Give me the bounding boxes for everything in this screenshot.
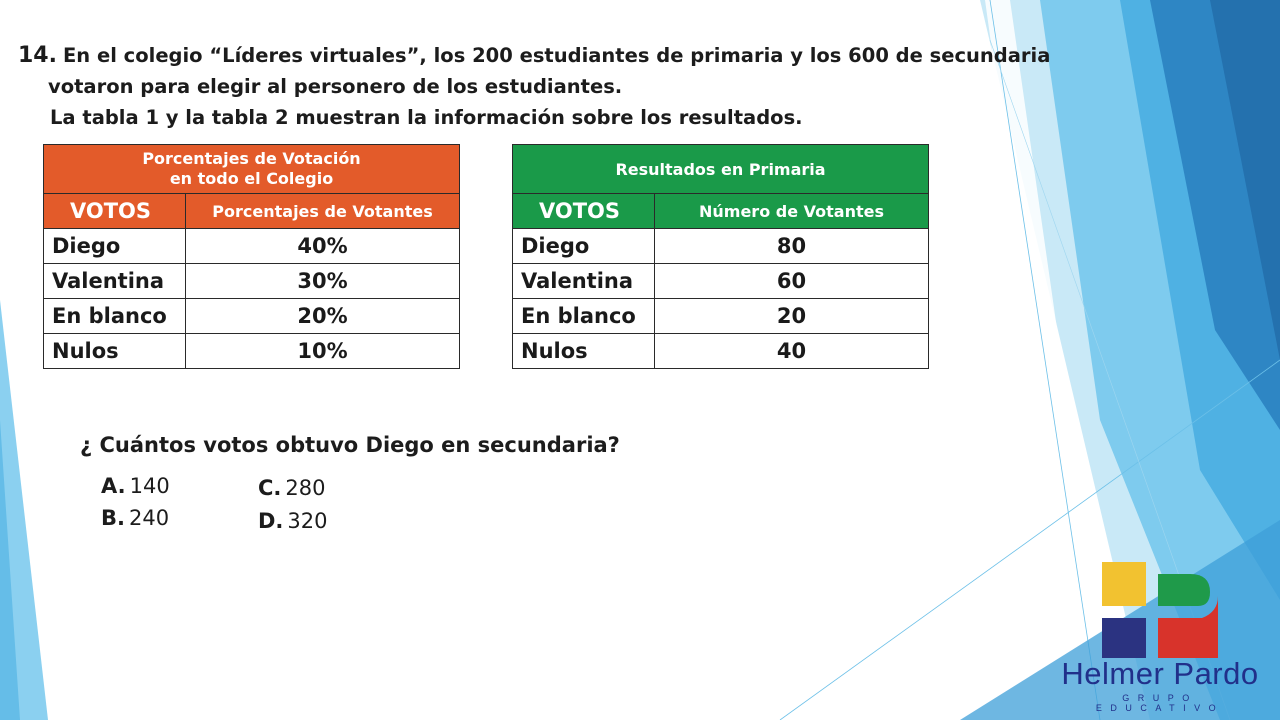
row-value: 10% xyxy=(186,334,460,369)
brand-logo xyxy=(1060,560,1260,713)
row-value: 20% xyxy=(186,299,460,334)
logo-name: Helmer Pardo xyxy=(1061,656,1259,691)
row-label: Nulos xyxy=(513,334,655,369)
option-letter: D. xyxy=(258,509,284,533)
statement-text-1: En el colegio “Líderes virtuales”, los 200 estudiantes de primaria y los 600 de secundaria xyxy=(62,44,1051,67)
table-row xyxy=(513,229,929,264)
statement-line-1 xyxy=(18,40,1051,71)
answer-option-d[interactable] xyxy=(258,509,328,533)
option-value: 320 xyxy=(287,509,328,533)
row-value: 60 xyxy=(655,264,929,299)
option-value: 140 xyxy=(129,474,170,498)
row-value: 40 xyxy=(655,334,929,369)
table-row xyxy=(44,299,460,334)
table-primary-results xyxy=(512,144,929,369)
logo-yellow-square xyxy=(1102,562,1146,606)
answer-option-a[interactable] xyxy=(101,474,170,498)
row-value: 20 xyxy=(655,299,929,334)
table2-title: Resultados en Primaria xyxy=(513,145,929,194)
table1-header-votos: VOTOS xyxy=(44,194,186,229)
row-label: En blanco xyxy=(44,299,186,334)
table-row xyxy=(513,299,929,334)
table-row xyxy=(44,334,460,369)
table1-title-line2: en todo el Colegio xyxy=(169,169,334,188)
table-percentages-school xyxy=(43,144,460,369)
row-value: 40% xyxy=(186,229,460,264)
table1-header-percent: Porcentajes de Votantes xyxy=(186,194,460,229)
row-value: 80 xyxy=(655,229,929,264)
row-label: Nulos xyxy=(44,334,186,369)
row-value: 30% xyxy=(186,264,460,299)
table2-header-count: Número de Votantes xyxy=(655,194,929,229)
table1-title xyxy=(44,145,460,194)
option-value: 280 xyxy=(285,476,326,500)
question-number: 14. xyxy=(18,43,57,68)
statement-line-2: votaron para elegir al personero de los estudiantes. xyxy=(48,75,623,98)
row-label: Diego xyxy=(513,229,655,264)
table1-header-row xyxy=(44,194,460,229)
option-letter: C. xyxy=(258,476,282,500)
table1-title-row xyxy=(44,145,460,194)
row-label: Diego xyxy=(44,229,186,264)
logo-green-shape xyxy=(1158,574,1210,606)
table-row xyxy=(44,264,460,299)
question-prompt: ¿ Cuántos votos obtuvo Diego en secundaria? xyxy=(80,433,620,457)
table-row xyxy=(513,264,929,299)
table-row xyxy=(513,334,929,369)
table2-title-row xyxy=(513,145,929,194)
row-label: Valentina xyxy=(44,264,186,299)
answer-option-b[interactable] xyxy=(101,506,169,530)
option-value: 240 xyxy=(128,506,170,530)
option-letter: B. xyxy=(101,506,125,530)
question-statement xyxy=(18,40,1051,133)
table2-header-row xyxy=(513,194,929,229)
logo-mark-icon xyxy=(1102,562,1222,658)
logo-subtitle: GRUPO EDUCATIVO xyxy=(1095,693,1225,713)
table1-title-line1: Porcentajes de Votación xyxy=(142,149,361,168)
table-row xyxy=(44,229,460,264)
option-letter: A. xyxy=(101,474,126,498)
logo-navy-square xyxy=(1102,618,1146,658)
table2-header-votos: VOTOS xyxy=(513,194,655,229)
statement-line-3: La tabla 1 y la tabla 2 muestran la información sobre los resultados. xyxy=(50,106,803,129)
row-label: En blanco xyxy=(513,299,655,334)
answer-option-c[interactable] xyxy=(258,476,325,500)
row-label: Valentina xyxy=(513,264,655,299)
